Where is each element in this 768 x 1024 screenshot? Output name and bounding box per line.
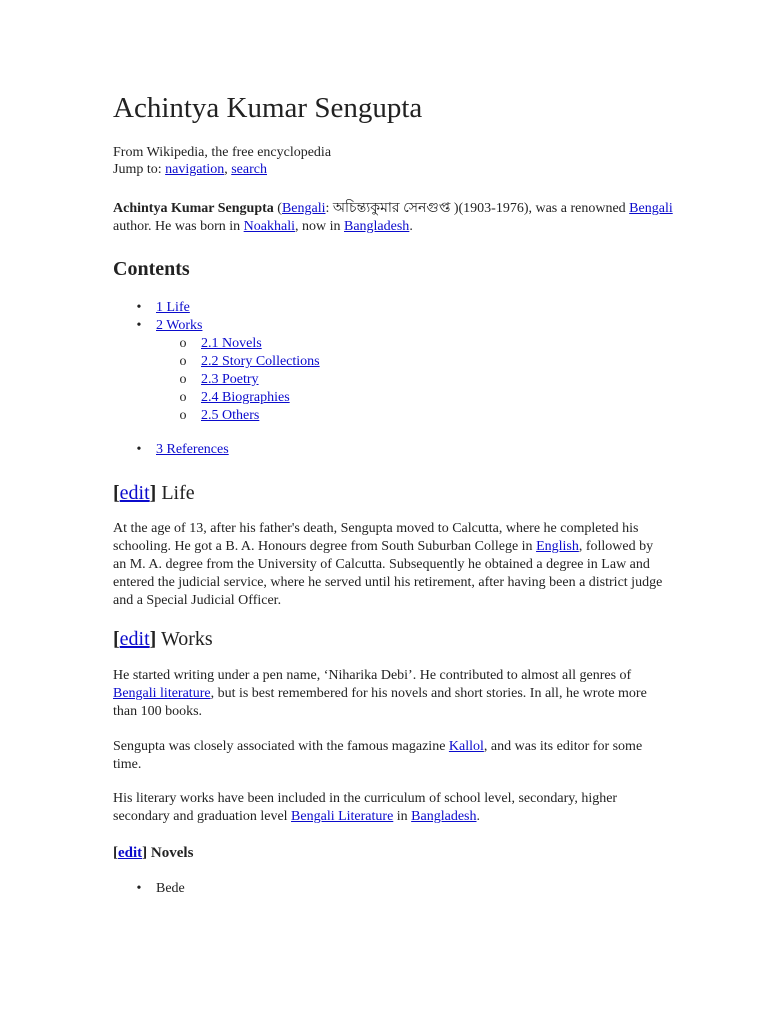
noakhali-link[interactable]: Noakhali — [243, 219, 295, 234]
life-text-b: , followed by an M. A. degree from the University of Calcutta. Subsequently he obtained a degree in Law and entered the judicial service, where he served until his retirement, after having been a district judge and a Special Judicial Officer. — [113, 539, 663, 608]
intro-born: author. He was born in — [113, 219, 244, 234]
works2-text-a: Sengupta was closely associated with the famous magazine — [113, 739, 449, 754]
works2-text-b: , and was its editor for some time. — [113, 739, 643, 772]
works-text-b: , but is best remembered for his novels and short stories. In all, he wrote more than 100 books. — [113, 686, 647, 719]
edit-works-link[interactable]: edit — [119, 628, 150, 650]
bullet-icon: • — [136, 300, 142, 315]
section-heading-works: [edit] Works — [113, 628, 213, 650]
contents-heading: Contents — [113, 258, 190, 280]
toc-link-poetry[interactable]: 2.3 Poetry — [201, 372, 259, 387]
toc-link-story-collections[interactable]: 2.2 Story Collections — [201, 354, 320, 369]
subject-name: Achintya Kumar Sengupta — [113, 201, 274, 216]
bullet-icon: • — [136, 318, 142, 333]
toc-item-works — [113, 317, 320, 335]
life-text-a: At the age of 13, after his father's death, Sengupta moved to Calcutta, where he completed his schooling. He got a B. A. Honours degree from South Suburban College in — [113, 521, 639, 554]
toc-link-works[interactable]: 2 Works — [156, 318, 203, 333]
section-heading-novels: [edit] Novels — [113, 845, 194, 861]
works-text-a: He started writing under a pen name, ‘Niharika Debi’. He contributed to almost all genres of — [113, 668, 632, 683]
toc-item-poetry — [113, 371, 320, 389]
navigation-link[interactable]: navigation — [165, 162, 225, 177]
works3-text-a: His literary works have been included in the curriculum of school level, secondary, higher secondary and graduation level — [113, 791, 618, 824]
intro-dates: )(1903-1976), was a renowned — [450, 201, 630, 216]
works-paragraph-2 — [113, 738, 669, 774]
toc-item-life — [113, 299, 320, 317]
toc-item-references — [113, 441, 229, 459]
jump-links — [113, 161, 267, 179]
novels-list — [113, 880, 185, 898]
toc-link-life[interactable]: 1 Life — [156, 300, 190, 315]
toc-link-references[interactable]: 3 References — [156, 442, 229, 457]
list-item — [113, 880, 185, 898]
toc-item-others — [113, 407, 320, 425]
site-subtitle: From Wikipedia, the free encyclopedia — [113, 145, 332, 160]
jump-separator: , — [224, 162, 232, 177]
edit-life-link[interactable]: edit — [119, 482, 150, 504]
sub-bullet-icon: o — [179, 354, 187, 369]
toc-link-novels[interactable]: 2.1 Novels — [201, 336, 262, 351]
bangladesh-link[interactable]: Bangladesh — [343, 219, 410, 234]
bullet-icon: • — [136, 442, 142, 457]
intro-paragraph — [113, 200, 673, 236]
intro-end: . — [409, 219, 413, 234]
toc-item-biographies — [113, 389, 320, 407]
novel-title: Bede — [156, 881, 185, 896]
works-heading-text: Works — [160, 628, 213, 650]
sub-bullet-icon: o — [179, 408, 187, 423]
jump-prefix: Jump to: — [113, 162, 166, 177]
works-paragraph-1 — [113, 667, 669, 721]
toc-link-biographies[interactable]: 2.4 Biographies — [201, 390, 290, 405]
page-title: Achintya Kumar Sengupta — [113, 92, 423, 124]
works-paragraph-3 — [113, 790, 669, 826]
edit-novels-link[interactable]: edit — [118, 845, 143, 861]
life-heading-text: Life — [161, 482, 195, 504]
bengali-literature-link-2[interactable]: Bengali Literature — [291, 809, 394, 824]
sub-bullet-icon: o — [179, 336, 187, 351]
english-link[interactable]: English — [536, 539, 579, 554]
bengali-language-link[interactable]: Bengali — [281, 201, 326, 216]
sub-bullet-icon: o — [179, 372, 187, 387]
search-link[interactable]: search — [231, 162, 267, 177]
kallol-link[interactable]: Kallol — [448, 739, 484, 754]
toc-item-story-collections — [113, 353, 320, 371]
toc-item-novels — [113, 335, 320, 353]
table-of-contents-references — [113, 441, 229, 459]
bangladesh-link-2[interactable]: Bangladesh — [411, 809, 477, 824]
intro-text: ( — [273, 201, 282, 216]
bengali-literature-link[interactable]: Bengali literature — [113, 686, 211, 701]
intro-now-in: , now in — [294, 219, 344, 234]
toc-link-others[interactable]: 2.5 Others — [201, 408, 260, 423]
section-heading-life: [edit] Life — [113, 482, 195, 504]
bengali-name: : অচিন্ত্যকুমার সেনগুপ্ত — [325, 201, 451, 216]
table-of-contents — [113, 299, 320, 425]
bullet-icon: • — [136, 881, 142, 896]
life-paragraph — [113, 520, 669, 610]
works3-text-mid: in — [393, 809, 412, 824]
novels-heading-text: Novels — [150, 845, 194, 861]
works3-text-end: . — [476, 809, 480, 824]
sub-bullet-icon: o — [179, 390, 187, 405]
bengali-link[interactable]: Bengali — [629, 201, 673, 216]
